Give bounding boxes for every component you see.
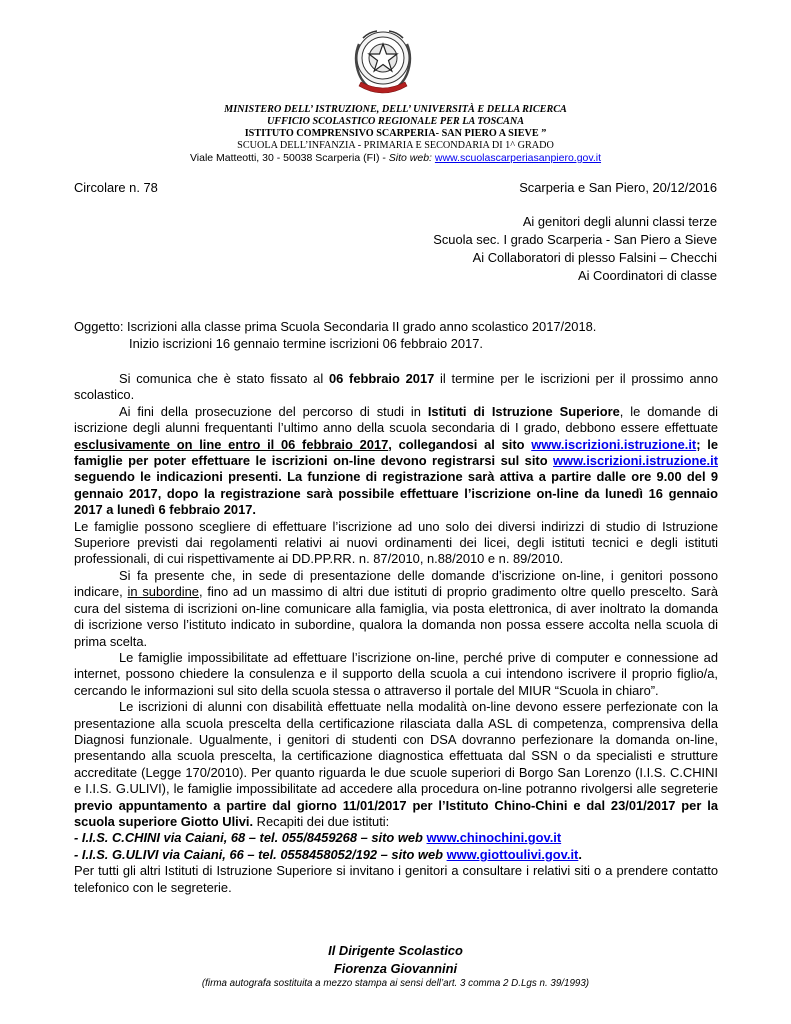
paragraph-choices: Le famiglie possono scegliere di effettuare l’iscrizione ad uno solo dei diversi indirizzi di studio di Istruzione Superiore previsti dai regolamenti relativi ai nuovi ordinamenti dei licei, degli istituti tecnici e degli istituti professionali, di cui rispettivamente ai DD.PP.RR. n. 87/2010, n.88/2010 e n. 89/2010. [74, 518, 718, 567]
paragraph-support: Le famiglie impossibilitate ad effettuare l’iscrizione on-line, perché prive di computer e connessione ad internet, possono chiedere la consulenza e il supporto della scuola a cui intendono iscrivere il proprio figlio/a, cercando le informazioni sul sito della scuola stessa o attraverso il portale del MIUR “Scuola in chiaro”. [74, 649, 718, 698]
regional-office: UFFICIO SCOLASTICO REGIONALE PER LA TOSCANA [266, 116, 525, 127]
recipient-4: Ai Coordinatori di classe [578, 268, 717, 283]
school-levels: SCUOLA DELL’INFANZIA - PRIMARIA E SECONDARIA DI 1^ GRADO [237, 140, 554, 151]
recipient-2: Scuola sec. I grado Scarperia - San Piero a Sieve [433, 232, 717, 247]
paragraph-subordinate [74, 568, 718, 650]
ulivi-period: . [578, 846, 582, 862]
circular-number: Circolare n. 78 [74, 180, 158, 195]
circular-body [74, 371, 718, 896]
p2-registration-dates: seguendo le indicazioni presenti. La funzione di registrazione sarà attiva a partire dalle ore 9.00 del 9 gennaio 2017, dopo la registrazione sarà possibile effettuare l’iscrizione on-line da lunedì 16 gennaio 2017 a lunedì 6 febbraio 2017. [74, 469, 718, 518]
site-label: Sito web: [388, 152, 435, 164]
giottoulivi-link[interactable]: www.giottoulivi.gov.it [446, 846, 579, 862]
p6-appointment: previo appuntamento a partire dal giorno 11/01/2017 per l’Istituto Chino-Chini e dal 23/01/2017 per la scuola superiore Giotto Ulivi. [74, 797, 718, 829]
institute-name: ISTITUTO COMPRENSIVO SCARPERIA- SAN PIERO A SIEVE ” [244, 128, 547, 139]
p2-connect: , collegandosi al sito [388, 436, 532, 452]
p4-text: Si fa presente che, in sede di presentazione delle domande d’iscrizione on-line, i genitori possono indicare, [74, 567, 718, 600]
deadline-date: 06 febbraio 2017 [328, 371, 435, 386]
p4-subordinate: in subordine [127, 584, 199, 600]
p6-contacts-intro: Recapiti dei due istituti: [253, 813, 390, 829]
paragraph-online-enrollment [74, 404, 718, 519]
paragraph-disability [74, 699, 718, 830]
signature-note: (firma autografa sostituita a mezzo stampa ai sensi dell’art. 3 comma 2 D.Lgs n. 39/1993) [201, 978, 590, 989]
chinochini-link[interactable]: www.chinochini.gov.it [426, 830, 562, 846]
paragraph-other-institutes: Per tutti gli altri Istituti di Istruzione Superiore si invitano i genitori a consultare i relativi siti o a prendere contatto telefonico con le segreterie. [74, 863, 718, 895]
p4-text-end: , fino ad un massimo di altri due istituti di proprio gradimento oltre quello prescelto. Sarà cura del sistema di iscrizioni on-line comunicare alla famiglia, via posta elettronica, di aver inoltrato la domanda di iscrizione verso l’istituto indicato in subordine, qualora la domanda non possa essere accolta nella scuola di prima scelta. [74, 584, 719, 649]
address-line [0, 152, 791, 164]
place-date: Scarperia e San Piero, 20/12/2016 [519, 180, 717, 195]
italian-republic-emblem [349, 24, 417, 100]
p2-institutes: Istituti di Istruzione Superiore [427, 403, 620, 419]
recipient-1: Ai genitori degli alunni classi terze [522, 214, 717, 229]
ulivi-details: - I.I.S. G.ULIVI via Caiani, 66 – tel. 0558458052/192 – sito web [74, 846, 447, 862]
address-text: Viale Matteotti, 30 - 50038 Scarperia (FI) - [189, 152, 389, 164]
iscrizioni-link-1[interactable]: www.iscrizioni.istruzione.it [531, 436, 697, 452]
p1-text-end: il termine per le iscrizioni per il prossimo anno scolastico. [74, 371, 719, 403]
chini-details: - I.I.S. C.CHINI via Caiani, 68 – tel. 055/8459268 – sito web [74, 830, 427, 846]
p2-online-only: esclusivamente on line entro il 06 febbraio 2017 [74, 436, 389, 452]
contact-chini [74, 830, 718, 846]
p6-text: Le iscrizioni di alunni con disabilità effettuate nella modalità on-line devono essere perfezionate con la presentazione alla scuola prescelta della certificazione rilasciata dalla ASL di competenza, comprensiva della Diagnosi funzionale. Ugualmente, i genitori di studenti con DSA dovranno perfezionare la domanda on-line, presentando alla scuola prescelta, la certificazione diagnostica effettuata dal SSN o da specialisti e strutture accreditate (Legge 170/2010). Per quanto riguarda le due scuole superiori di Borgo San Lorenzo (I.I.S. C.CHINI e I.I.S. G.ULIVI), le famiglie impossibilitate ad accedere alla procedura on-line potranno rivolgersi alle segreterie [74, 699, 718, 797]
iscrizioni-link-2[interactable]: www.iscrizioni.istruzione.it [553, 453, 718, 469]
subject-dates: Inizio iscrizioni 16 gennaio termine iscrizioni 06 febbraio 2017. [129, 336, 483, 351]
paragraph-deadline [74, 371, 718, 404]
recipient-3: Ai Collaboratori di plesso Falsini – Checchi [472, 250, 717, 265]
signature-role: Il Dirigente Scolastico [328, 943, 463, 958]
subject-line: Oggetto: Iscrizioni alla classe prima Scuola Secondaria II grado anno scolastico 2017/2018. [74, 319, 597, 334]
ministry-name: MINISTERO DELL’ ISTRUZIONE, DELL’ UNIVERSITÀ E DELLA RICERCA [224, 104, 567, 115]
p2-register: ; le famiglie per poter effettuare le iscrizioni on-line devono registrarsi sul sito [74, 436, 718, 469]
signature-name: Fiorenza Giovannini [333, 961, 458, 976]
school-website-link[interactable]: www.scuolascarperiasanpiero.gov.it [434, 152, 602, 164]
p2-text: Ai fini della prosecuzione del percorso di studi in [119, 403, 428, 419]
p2-text-2: , le domande di iscrizione degli alunni frequentanti l’ultimo anno della scuola secondaria di I grado, debbono essere effettuate [74, 403, 718, 436]
contact-ulivi [74, 847, 718, 863]
p1-text: Si comunica che è stato fissato al [119, 371, 329, 386]
